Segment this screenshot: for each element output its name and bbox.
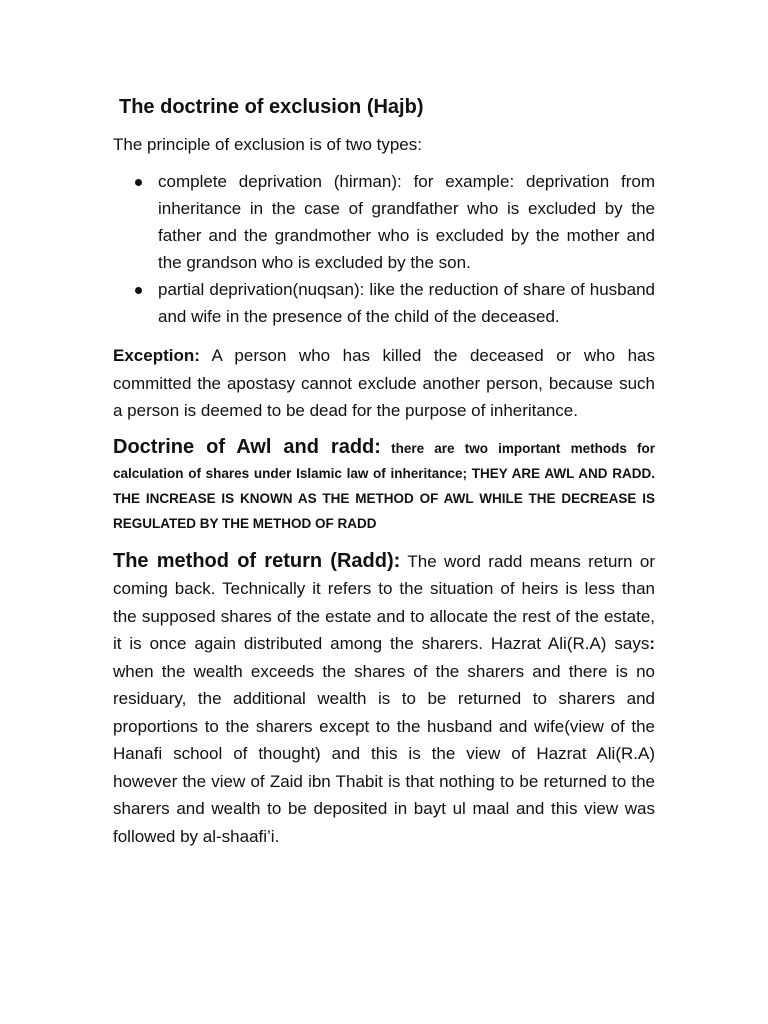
radd-text-part-2: when the wealth exceeds the shares of the sharers and there is no residuary, the additional wealth is to be returned to sharers and proportions to the sharers except to the husband and wife(view of the Hanafi school of thought) and this is the view of Hazrat Ali(R.A) however the view of Zaid ibn Thabit is that nothing to be returned to the sharers and wealth to be deposited in bayt ul maal and this view was followed by al-shaafi’i. (113, 661, 655, 846)
awl-radd-paragraph (113, 435, 655, 536)
awl-radd-text: there are two important methods for calculation of shares under Islamic law of inheritance; THEY ARE AWL AND RADD. THE INCREASE IS KNOWN AS THE METHOD OF AWL WHILE THE DECREASE IS REGULATED BY THE METHOD OF RADD (113, 440, 655, 531)
list-item (113, 276, 655, 330)
exception-label: Exception: (113, 346, 200, 365)
bullet-icon (135, 287, 142, 294)
list-item-text: complete deprivation (hirman): for example: deprivation from inheritance in the case of grandfather who is excluded by the father and the grandmother who is excluded by the mother and the grandson who is excluded by the son. (158, 172, 655, 272)
document-page (113, 92, 655, 850)
exception-paragraph (113, 342, 655, 425)
radd-paragraph (113, 548, 655, 851)
page-title: The doctrine of exclusion (Hajb) (119, 96, 424, 118)
exclusion-types-list (113, 168, 655, 330)
exception-text: A person who has killed the deceased or who has committed the apostasy cannot exclude another person, because such a person is deemed to be dead for the purpose of inheritance. (113, 346, 655, 420)
list-item-text: partial deprivation(nuqsan): like the reduction of share of husband and wife in the presence of the child of the deceased. (158, 280, 655, 326)
radd-heading: The method of return (Radd): (113, 549, 401, 572)
radd-colon: : (649, 634, 655, 653)
list-item (113, 168, 655, 276)
radd-text-part-1: The word radd means return or coming back. Technically it refers to the situation of heirs is less than the supposed shares of the estate and to allocate the rest of the estate, it is once again distributed among the sharers. Hazrat Ali(R.A) says (113, 551, 656, 653)
intro-paragraph: The principle of exclusion is of two types: (113, 135, 422, 154)
awl-radd-heading: Doctrine of Awl and radd: (113, 435, 381, 458)
bullet-icon (135, 179, 142, 186)
